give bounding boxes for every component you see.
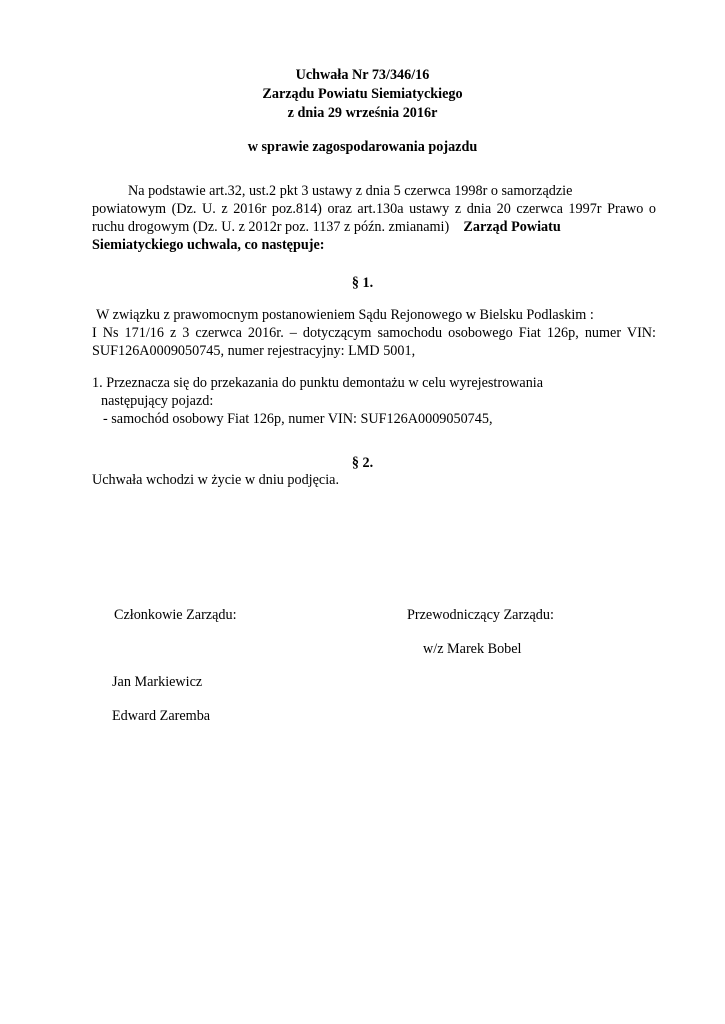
point-1-line-1: 1. Przeznacza się do przekazania do punktu demontażu w celu wyrejestrowania [92, 375, 544, 391]
section-2-heading: § 2. [351, 455, 374, 471]
section-1-intro-line-1: W związku z prawomocnym postanowieniem Sądu Rejonowego w Bielsku Podlaskim : [96, 307, 594, 323]
chair-label: Przewodniczący Zarządu: [407, 607, 554, 623]
resolution-date: z dnia 29 września 2016r [287, 105, 438, 121]
resolution-subject: w sprawie zagospodarowania pojazdu [247, 139, 478, 155]
point-1-line-2: następujący pojazd: [101, 393, 214, 409]
preamble-line-3 [92, 218, 561, 236]
section-1-heading: § 1. [351, 275, 374, 291]
preamble-line-2: powiatowym (Dz. U. z 2016r poz.814) oraz art.130a ustawy z dnia 20 czerwca 1997r Prawo o [92, 201, 656, 217]
section-2-text: Uchwała wchodzi w życie w dniu podjęcia. [92, 472, 340, 488]
section-1-intro-line-3: SUF126A0009050745, numer rejestracyjny: LMD 5001, [92, 343, 416, 359]
point-1-vehicle: - samochód osobowy Fiat 126p, numer VIN: SUF126A0009050745, [103, 411, 493, 427]
chair-name: w/z Marek Bobel [423, 641, 522, 657]
member-1-name: Jan Markiewicz [112, 674, 203, 690]
resolution-number: Uchwała Nr 73/346/16 [295, 67, 430, 83]
issuing-body: Zarządu Powiatu Siemiatyckiego [262, 86, 463, 102]
member-2-name: Edward Zaremba [112, 708, 211, 724]
preamble-board-name: Zarząd Powiatu [463, 219, 561, 235]
members-label: Członkowie Zarządu: [114, 607, 237, 623]
section-1-intro-line-2: I Ns 171/16 z 3 czerwca 2016r. – dotyczącym samochodu osobowego Fiat 126p, numer VIN: [92, 325, 656, 341]
preamble-line-4: Siemiatyckiego uchwala, co następuje: [92, 237, 325, 253]
preamble-legal-basis: ruchu drogowym (Dz. U. z 2012r poz. 1137 z późn. zmianami) [92, 219, 450, 235]
preamble-line-1: Na podstawie art.32, ust.2 pkt 3 ustawy z dnia 5 czerwca 1998r o samorządzie [128, 183, 573, 199]
